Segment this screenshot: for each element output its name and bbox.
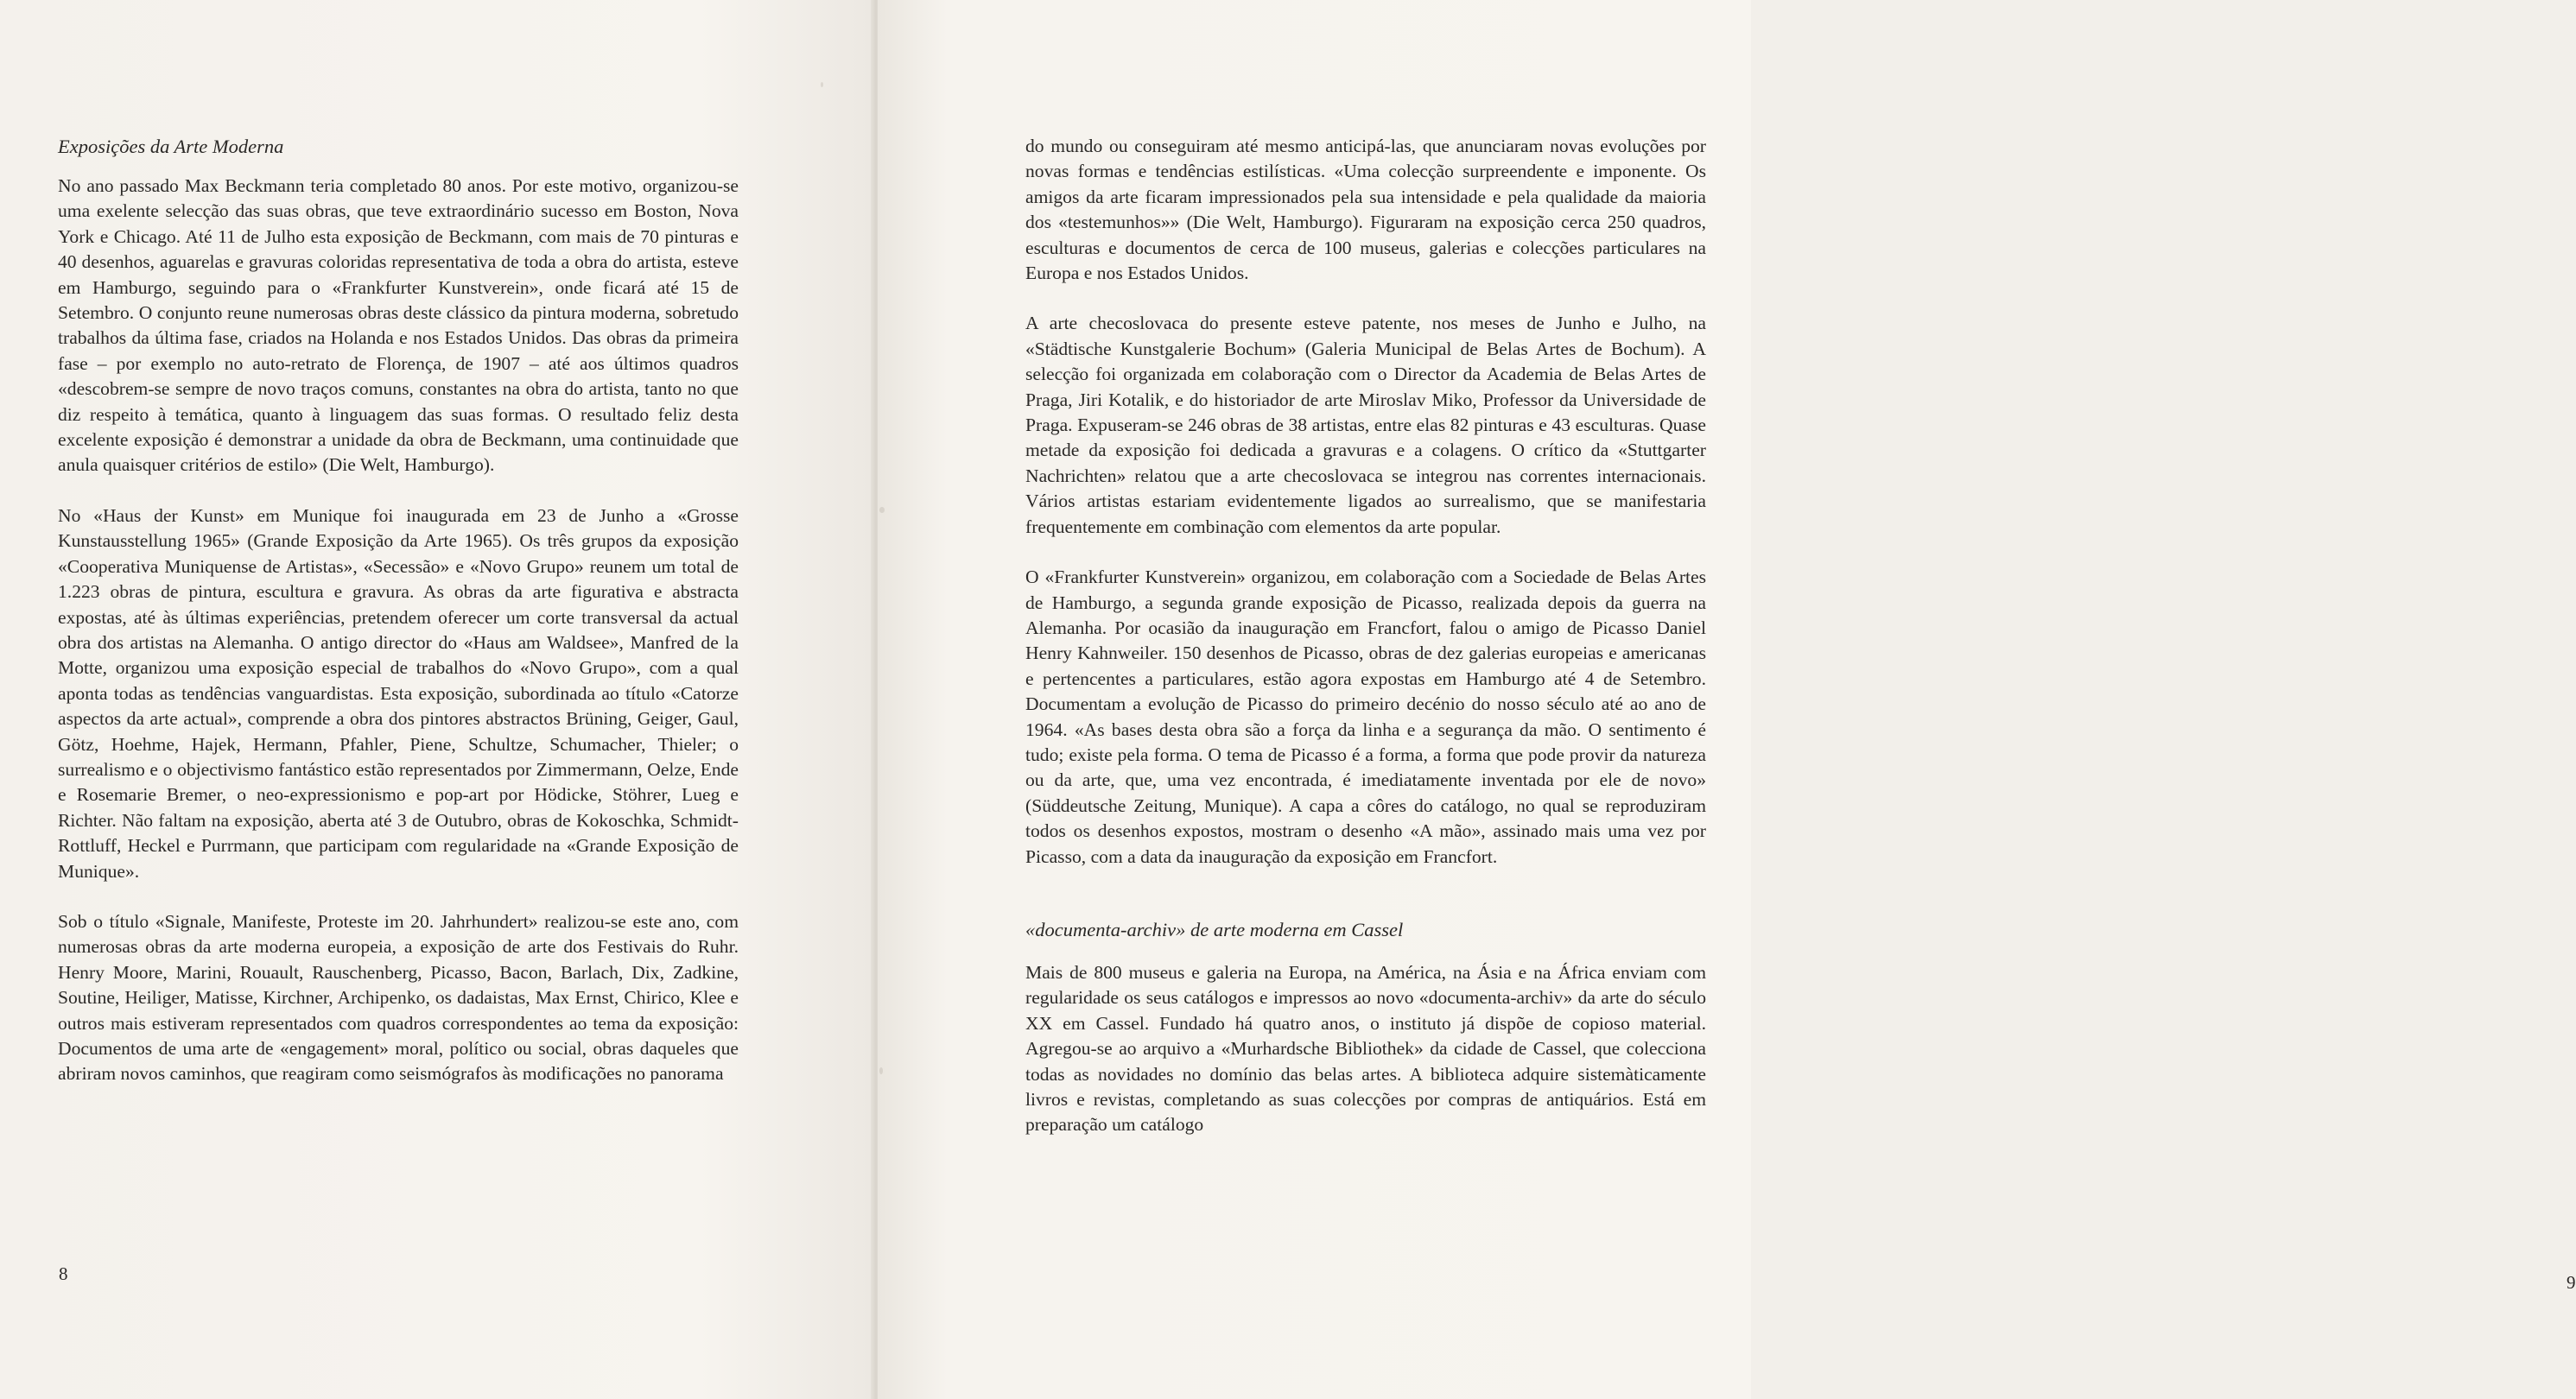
section-heading-exposicoes: Exposições da Arte Moderna bbox=[58, 136, 284, 157]
paragraph-documenta-archiv: Mais de 800 museus e galeria na Europa, na América, na Ásia e na África enviam com regularidade os seus catálogos e impressos ao novo «documenta-archiv» da arte do século XX em Cassel. Fundado há quatro anos, o instituto já dispõe de copioso material. Agregou-se ao arquivo a «Murhardsche Bibliothek» da cidade de Cassel, que colecciona todas as novidades no domínio das belas artes. A biblioteca adquire sistemàticamente livros e revistas, completando as suas colecções por compras de antiquários. Está em preparação um catálogo bbox=[1025, 961, 1706, 1136]
paragraph-picasso: O «Frankfurter Kunstverein» organizou, em colaboração com a Sociedade de Belas Artes de Hamburgo, a segunda grande exposição de Picasso, realizada depois da guerra na Alemanha. Por ocasião da inauguração em Francfort, falou o amigo de Picasso Daniel Henry Kahnweiler. 150 desenhos de Picasso, obras de dez galerias europeias e americanas e pertencentes a particulares, estão agora expostas em Hamburgo até 4 de Setembro. Documentam a evolução de Picasso do primeiro decénio do nosso século até ao ano de 1964. «As bases desta obra são a força da linha e a segurança da mão. O sentimento é tudo; existe pela forma. O tema de Picasso é a forma, a forma que pode provir da natureza ou da arte, que, uma vez encontrada, é imediatamente inventada por ele de novo» (Süddeutsche Zeitung, Munique). A capa a côres do catálogo, no qual se reproduziram todos os desenhos expostos, mostram o desenho «A mão», assinado mais uma vez por Picasso, com a data da inauguração da exposição em Francfort. bbox=[1025, 567, 1706, 867]
print-speck bbox=[879, 507, 885, 513]
paragraph-signale: Sob o título «Signale, Manifeste, Proteste im 20. Jahrhundert» realizou-se este ano, com numerosas obras da arte moderna europeia, a exposição de arte dos Festivais do Ruhr. Henry Moore, Marini, Rouault, Rauschenberg, Picasso, Bacon, Barlach, Dix, Zadkine, Soutine, Heiliger, Matisse, Kirchner, Archipenko, os dadaistas, Max Ernst, Chirico, Klee e outros mais estiveram representados com quadros correspondentes ao tema da exposição: Documentos de uma arte de «engagement» moral, político ou social, obras daqueles que abriram novos caminhos, que reagiram como seismógrafos às modificações no panorama bbox=[58, 910, 739, 1085]
page-number-right: 9 bbox=[2566, 1272, 2576, 1293]
right-page-text-column bbox=[1025, 134, 1706, 1163]
section-heading-documenta-archiv: «documenta-archiv» de arte moderna em Cassel bbox=[1025, 918, 1404, 940]
paragraph-haus-der-kunst: No «Haus der Kunst» em Munique foi inaugurada em 23 de Junho a «Grosse Kunstausstellung 1965» (Grande Exposição da Arte 1965). Os três grupos da exposição «Cooperativa Muniquense de Artistas», «Secessão» e «Novo Grupo» reunem um total de 1.223 obras de pintura, escultura e gravura. As obras da arte figurativa e abstracta expostas, até às últimas experiências, pretendem oferecer um corte transversal da actual obra dos artistas na Alemanha. O antigo director do «Haus am Waldsee», Manfred de la Motte, organizou uma exposição especial de trabalhos do «Novo Grupo», com a qual aponta todas as tendências vanguardistas. Esta exposição, subordinada ao título «Catorze aspectos da arte actual», comprende a obra dos pintores abstractos Brüning, Geiger, Gaul, Götz, Hoehme, Hajek, Hermann, Pfahler, Piene, Schultze, Schumacher, Thieler; o surrealismo e o objectivismo fantástico estão representados por Zimmermann, Oelze, Ende e Rosemarie Bremer, o neo-expressionismo e pop-art por Hödicke, Stöhrer, Lueg e Richter. Não faltam na exposição, aberta até 3 de Outubro, obras de Kokoschka, Schmidt-Rottluff, Heckel e Purrmann, que participam com regularidade na «Grande Exposição de Munique». bbox=[58, 504, 739, 882]
paragraph-checoslovaca: A arte checoslovaca do presente esteve patente, nos meses de Junho e Julho, na «Städtische Kunstgalerie Bochum» (Galeria Municipal de Belas Artes de Bochum). A selecção foi organizada em colaboração com o Director da Academia de Belas Artes de Praga, Jiri Kotalik, e do historiador de arte Miroslav Miko, Professor da Universidade de Praga. Expuseram-se 246 obras de 38 artistas, entre elas 82 pinturas e 43 esculturas. Quase metade da exposição foi dedicada a gravuras e a colagens. O crítico da «Stuttgarter Nachrichten» relatou que a arte checoslovaca se integrou nas correntes internacionais. Vários artistas estariam evidentemente ligados ao surrealismo, que se manifestaria frequentemente em combinação com elementos da arte popular. bbox=[1025, 313, 1706, 537]
print-speck bbox=[879, 1067, 883, 1074]
paragraph-beckmann: No ano passado Max Beckmann teria completado 80 anos. Por este motivo, organizou-se uma exelente selecção das suas obras, que teve extraordinário sucesso em Boston, Nova York e Chicago. Até 11 de Julho esta exposição de Beckmann, com mais de 70 pinturas e 40 desenhos, aguarelas e gravuras coloridas representativa de toda a obra do artista, esteve em Hamburgo, seguindo para o «Frankfurter Kunstverein», onde ficará até 15 de Setembro. O conjunto reune numerosas obras deste clássico da pintura moderna, sobretudo trabalhos da última fase, criados na Holanda e nos Estados Unidos. Das obras da primeira fase – por exemplo no auto-retrato de Florença, de 1907 – até aos últimos quadros «descobrem-se sempre de novo traços comuns, constantes na obra do artista, tanto no que diz respeito à temática, quanto à linguagem das suas formas. O resultado feliz desta excelente exposição é demonstrar a unidade da obra de Beckmann, uma continuidade que anula quaisquer critérios de estilo» (Die Welt, Hamburgo). bbox=[58, 175, 739, 476]
paragraph-continuation: do mundo ou conseguiram até mesmo anticipá-las, que anunciaram novas evoluções por novas formas e tendências estilísticas. «Uma colecção surpreendente e imponente. Os amigos da arte ficaram impressionados pela sua intensidade e pela qualidade da maioria dos «testemunhos»» (Die Welt, Hamburgo). Figuraram na exposição cerca 250 quadros, esculturas e documentos de cerca de 100 museus, galerias e colecções particulares na Europa e nos Estados Unidos. bbox=[1025, 136, 1706, 284]
page-number-left: 8 bbox=[59, 1263, 68, 1284]
left-page bbox=[0, 0, 874, 1399]
print-speck bbox=[821, 82, 823, 87]
left-page-text-column bbox=[58, 134, 739, 1112]
